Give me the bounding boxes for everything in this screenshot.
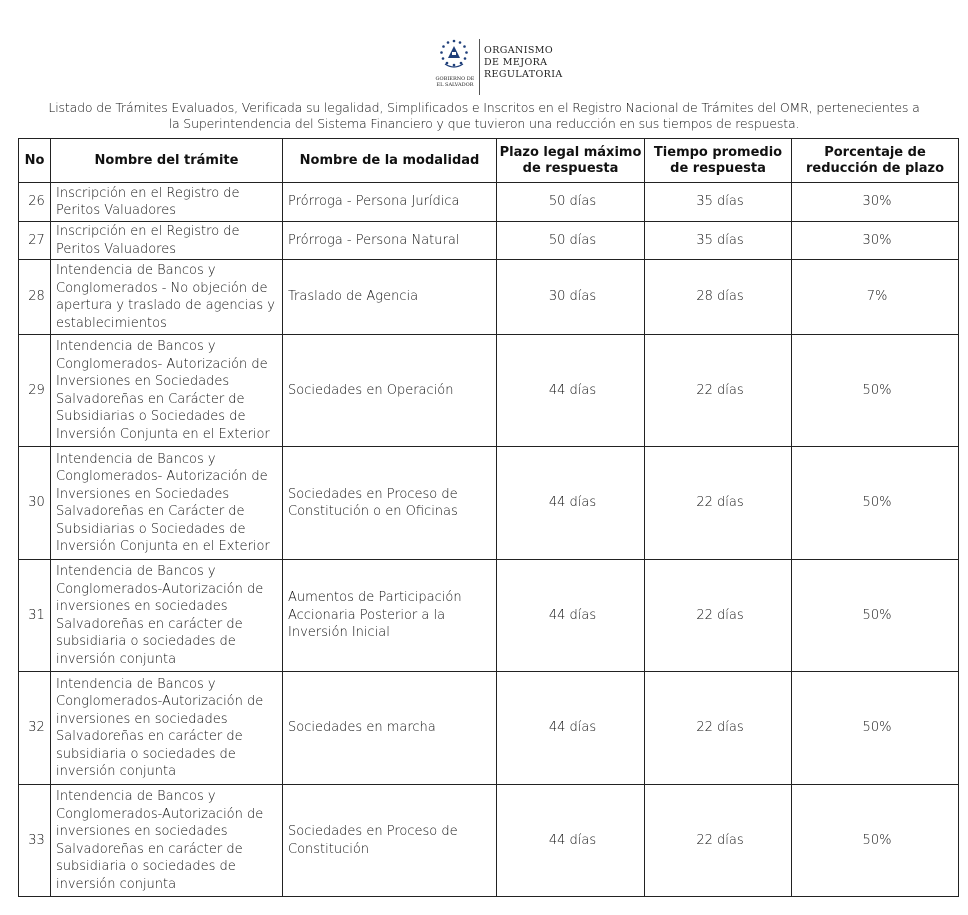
col-header-modalidad: Nombre de la modalidad (283, 139, 497, 183)
table-row (19, 785, 959, 897)
cell-no: 28 (19, 260, 51, 335)
cell-tramite: Intendencia de Bancos y Conglomerados- Autorización de Inversiones en Sociedades Salvadoreñas en Carácter de Subsidiarias o Sociedades de Inversión Conjunta en el Exterior (51, 335, 283, 447)
cell-modalidad: Sociedades en Operación (283, 335, 497, 447)
table-row (19, 260, 959, 335)
cell-plazo-legal: 44 días (497, 335, 645, 447)
intro-line-1: Listado de Trámites Evaluados, Verificada su legalidad, Simplificados e Inscritos en el Registro Nacional de Trámites del OMR, pertenecientes a (48, 100, 920, 115)
cell-tramite: Intendencia de Bancos y Conglomerados - No objeción de apertura y traslado de agencias y establecimientos (51, 260, 283, 335)
cell-porcentaje: 30% (792, 222, 959, 260)
col-header-plazo-legal: Plazo legal máximo de respuesta (497, 139, 645, 183)
cell-tiempo-promedio: 28 días (645, 260, 792, 335)
cell-plazo-legal: 50 días (497, 222, 645, 260)
table-header-row (19, 139, 959, 183)
table-row (19, 447, 959, 560)
page-header (0, 38, 968, 96)
col-header-tramite: Nombre del trámite (51, 139, 283, 183)
table-row (19, 183, 959, 222)
cell-tramite: Intendencia de Bancos y Conglomerados-Autorización de inversiones en sociedades Salvadoreñas en carácter de subsidiaria o sociedades de inversión conjunta (51, 785, 283, 897)
cell-tramite: Intendencia de Bancos y Conglomerados-Autorización de inversiones en sociedades Salvadoreñas en carácter de subsidiaria o sociedades de inversión conjunta (51, 560, 283, 672)
cell-tiempo-promedio: 22 días (645, 335, 792, 447)
table-row (19, 335, 959, 447)
cell-porcentaje: 50% (792, 335, 959, 447)
cell-modalidad: Prórroga - Persona Jurídica (283, 183, 497, 222)
cell-porcentaje: 50% (792, 672, 959, 785)
omr-logo (432, 38, 563, 96)
cell-tiempo-promedio: 22 días (645, 447, 792, 560)
cell-no: 27 (19, 222, 51, 260)
cell-tiempo-promedio: 22 días (645, 672, 792, 785)
org-name (484, 45, 563, 81)
cell-tiempo-promedio: 35 días (645, 183, 792, 222)
cell-modalidad: Prórroga - Persona Natural (283, 222, 497, 260)
cell-modalidad: Sociedades en marcha (283, 672, 497, 785)
table-row (19, 222, 959, 260)
col-header-no: No (19, 139, 51, 183)
cell-porcentaje: 30% (792, 183, 959, 222)
cell-modalidad: Traslado de Agencia (283, 260, 497, 335)
logo-divider (479, 39, 480, 95)
cell-tiempo-promedio: 22 días (645, 560, 792, 672)
cell-modalidad: Sociedades en Proceso de Constitución o en Oficinas (283, 447, 497, 560)
gov-label (432, 76, 478, 88)
cell-no: 33 (19, 785, 51, 897)
org-name-line-1: ORGANISMO (484, 45, 554, 56)
col-header-porcentaje: Porcentaje de reducción de plazo (792, 139, 959, 183)
cell-plazo-legal: 44 días (497, 672, 645, 785)
cell-plazo-legal: 44 días (497, 785, 645, 897)
intro-line-2: la Superintendencia del Sistema Financiero y que tuvieron una reducción en sus tiempos de respuesta. (168, 115, 800, 131)
cell-porcentaje: 50% (792, 560, 959, 672)
coat-of-arms-icon (432, 38, 476, 78)
cell-tramite: Intendencia de Bancos y Conglomerados-Autorización de inversiones en sociedades Salvadoreñas en carácter de subsidiaria o sociedades de inversión conjunta (51, 672, 283, 785)
cell-no: 30 (19, 447, 51, 560)
cell-no: 31 (19, 560, 51, 672)
el-salvador-emblem (432, 38, 476, 96)
cell-modalidad: Sociedades en Proceso de Constitución (283, 785, 497, 897)
table-row (19, 560, 959, 672)
cell-no: 32 (19, 672, 51, 785)
org-name-line-2: DE MEJORA (484, 57, 548, 68)
cell-tramite: Inscripción en el Registro de Peritos Valuadores (51, 183, 283, 222)
tramites-table (18, 138, 959, 897)
gov-label-line-2: EL SALVADOR (436, 82, 474, 88)
cell-no: 26 (19, 183, 51, 222)
org-name-line-3: REGULATORIA (484, 69, 563, 80)
col-header-tiempo-promedio: Tiempo promedio de respuesta (645, 139, 792, 183)
gov-label-line-1: GOBIERNO DE (435, 76, 475, 82)
cell-plazo-legal: 44 días (497, 560, 645, 672)
cell-modalidad: Aumentos de Participación Accionaria Posterior a la Inversión Inicial (283, 560, 497, 672)
cell-porcentaje: 7% (792, 260, 959, 335)
cell-plazo-legal: 50 días (497, 183, 645, 222)
cell-plazo-legal: 30 días (497, 260, 645, 335)
cell-porcentaje: 50% (792, 447, 959, 560)
table-row (19, 672, 959, 785)
cell-tiempo-promedio: 35 días (645, 222, 792, 260)
document-intro (14, 100, 954, 131)
cell-tramite: Inscripción en el Registro de Peritos Valuadores (51, 222, 283, 260)
cell-tramite: Intendencia de Bancos y Conglomerados- Autorización de Inversiones en Sociedades Salvadoreñas en Carácter de Subsidiarias o Sociedades de Inversión Conjunta en el Exterior (51, 447, 283, 560)
cell-tiempo-promedio: 22 días (645, 785, 792, 897)
cell-porcentaje: 50% (792, 785, 959, 897)
cell-plazo-legal: 44 días (497, 447, 645, 560)
cell-no: 29 (19, 335, 51, 447)
